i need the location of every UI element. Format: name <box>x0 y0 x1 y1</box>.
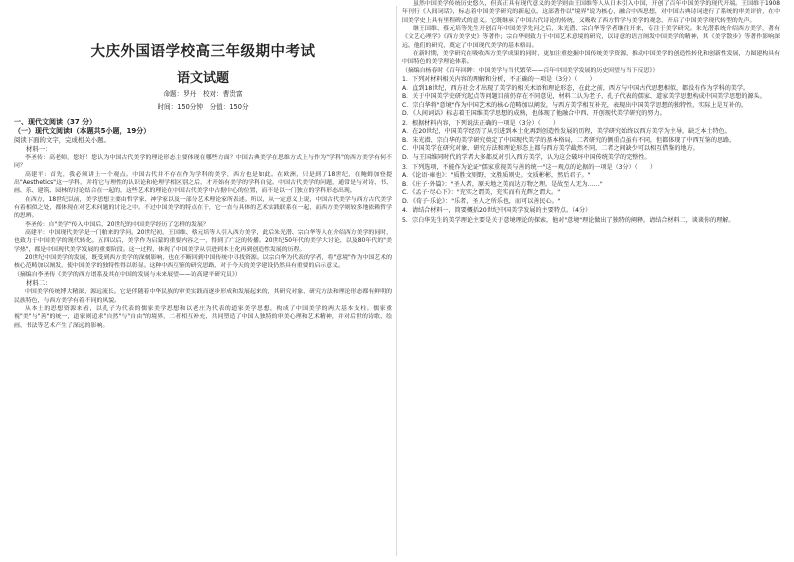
column-divider <box>396 6 397 556</box>
question-1-option-b: B．关于中国美学史研究起点等问题目前仍存在不同意见，材料二认为老子、孔子代表的儒家、道家美学思想构成中国美学思想的源头。 <box>402 93 766 101</box>
reading-paragraph: 高建平：首先，我必须讲上一个观点。中国古代并不存在作为学科的美学，西方也是如此。在欧洲，只是到了18世纪，在鲍姆加登提出"Aesthetics"这一学科，并将它与理性的认识论和伦理学相区别之后，才开始有美学的学科自觉。中国古代美学的问题，通常是与对诗、书、画、乐、建筑、园林的讨论结合在一起的，这些艺术的理论在中国古代美学中占据中心的位置，而不是以一门独立的学科形态出现。 <box>14 171 392 195</box>
reading-paragraph: 中国美学传统博大精深，源远流长。它是伴随着中华民族的审美实践而逐步形成和发展起来的，其研究对象、研究方法和理论形态都有鲜明的民族特色，与西方美学有着不同的风貌。 <box>14 289 392 304</box>
reading-paragraph: 在新时期，美学研究在吸收西方美学成果的同时，更加注重挖掘中国传统美学资源，推动中国美学的创造性转化和创新性发展，力图建构具有中国特色的美学理论体系。 <box>402 51 780 66</box>
material-one-source: （摘编自李圣传《美学的西方谱系及其在中国的发展与未来展望——访高建平研究员》） <box>14 271 241 278</box>
question-2-option-b: B．朱光潜、宗白华的美学研究奠定了中国现代美学的基本格局，二者研究的侧重点虽有不同，但都体现了中西互鉴的思路。 <box>402 136 736 144</box>
question-2-stem: 2．根据材料内容，下列说法正确的一项是（3分）（ ） <box>402 119 560 127</box>
question-1-option-d: D．《人间词话》标志着王国维美学思想的成熟，也体现了他融合中西、开创现代美学研究的努力。 <box>402 110 666 118</box>
question-1-stem: 1．下列对材料相关内容的理解和分析，不正确的一项是（3分）（ ） <box>402 76 596 84</box>
exam-time-score: 时间：150分钟 分值：150分 <box>157 103 249 111</box>
exam-subtitle: 语文试题 <box>176 71 229 86</box>
reading-paragraph: 虽然中国美学传统历史悠久，但真正具有现代意义的美学则由王国维等人从日本引入中国，开创了百年中国美学的现代开端。王国维于1908年刊行《人间词话》，标志着中国美学研究的新起点。这部著作以"境界"说为核心，融合中西思想，对中国古典诗词进行了系统的审美评价，在中国美学史上具有里程碑式的意义。它既继承了中国古代诗论的传统，又吸收了西方哲学与美学的观念，开启了中国美学现代转型的先声。 <box>402 1 780 24</box>
question-2-option-a: A．在20世纪，中国美学经历了从引进到本土化再到创造性发展的历程，美学研究始终以西方美学为主导，缺乏本土特色。 <box>402 128 731 136</box>
reading-paragraph: 李圣传：自"美学"传入中国后，20世纪的中国美学经历了怎样的发展？ <box>25 221 209 228</box>
question-2-option-c: C．中国美学在研究对象、研究方法和理论形态上都与西方美学截然不同，二者之间缺少可以相互借鉴的地方。 <box>402 145 699 153</box>
question-3-option-d: D．《荀子·乐论》："乐者，圣人之所乐也，而可以善民心。" <box>402 197 561 205</box>
right-column <box>402 0 780 562</box>
reading-paragraph: 从本土的思想资源来看，以孔子为代表的儒家美学思想和以老庄为代表的道家美学思想，构成了中国美学的两大基本支柱。儒家重视"美"与"善"的统一，道家则追求"自然"与"自由"的境界，二者相互补充，共同塑造了中国人独特的审美心理和艺术精神，并对后世的诗歌、绘画、书法等艺术产生了深远的影响。 <box>14 305 392 329</box>
question-5: 5．宗白华先生的美学理论主要是关于意境理论的探索，他对"意境"理论做出了独特的阐释。请结合材料二，谈谈你的理解。 <box>402 216 735 224</box>
left-column <box>14 0 392 562</box>
reading-paragraph: 在西方，18世纪以前，美学思想主要由哲学家、神学家以及一部分艺术理论家所表述。所以，从一定意义上说，中国古代美学与西方古代美学有着相似之处，都体现在对艺术问题的讨论之中。不过中国美学的特点在于，它一直与具体的艺术实践联系在一起，而西方美学则较多地依赖哲学的思辨。 <box>14 196 392 220</box>
exam-title: 大庆外国语学校高三年级期中考试 <box>90 43 316 60</box>
question-4: 4．请结合材料一，简要概括20世纪中国美学发展的主要特点。（4分） <box>402 207 592 215</box>
section-heading: 一、现代文阅读（37 分） <box>14 118 97 126</box>
reading-paragraph: 继王国维、蔡元培等先生开创百年中国美学先河之后，朱光潜、宗白华等学者继往开来，专注于美学研究。朱光潜系统介绍西方美学，著有《文艺心理学》《西方美学史》等著作；宗白华则致力于中国艺术意境的研究，以诗意的语言阐发中国美学的精神，其《美学散步》等著作影响深远。他们的研究，奠定了中国现代美学的基本格局。 <box>402 26 780 49</box>
reading-instruction: 阅读下面的文字，完成相关小题。 <box>14 136 110 144</box>
reading-paragraph: 李圣传：高老师，您好！您认为中国古代美学的理论形态主要体现在哪些方面？中国古典美学在思维方式上与作为"学科"的西方美学有何不同？ <box>14 155 392 170</box>
exam-setters: 命题：罗丹 校对：曹贵富 <box>163 90 243 98</box>
question-3-option-a: A．《论语·雍也》："质胜文则野，文胜质则史。文质彬彬，然后君子。" <box>402 172 591 180</box>
question-3-option-b: B．《庄子·外篇》："圣人者，原天地之美而达万物之理。是故至人无为……" <box>402 180 603 188</box>
question-3-option-c: C．《孟子·尽心下》："充实之谓美，充实而有光辉之谓大。" <box>402 189 561 197</box>
material-two-label: 材料二： <box>26 279 52 288</box>
question-1-option-a: A．直到18世纪，西方社会才出现了美学的相关术语和理论形态，在此之前，西方与中国古代思想相似，都没有作为学科的美学。 <box>402 84 750 92</box>
material-two-source: （摘编自杨春时《百年回眸：中国美学与当代繁荣——百年中国美学发展的历史回望与当下反思》） <box>402 67 659 74</box>
question-2-option-d: D．与王国维同时代的学者大多都反对引入西方美学，认为这会破坏中国传统美学的完整性。 <box>402 154 651 162</box>
reading-paragraph: 高建平：中国现代美学是一门舶来的学问。20世纪初，王国维、蔡元培等人引入西方美学，此后朱光潜、宗白华等人在介绍西方美学的同时，也致力于中国美学的现代转化。五四以后，美学作为启蒙的重要内容之一，得到了广泛的传播。20世纪50年代的美学大讨论，以及80年代的"美学热"，都是中国现代美学发展的重要阶段。这一过程，体现了中国美学从引进到本土化再到创造性发展的历程。 <box>14 230 392 253</box>
reading-paragraph: 20世纪中国美学的发展，既受到西方美学的深刻影响，也在不断回到中国传统中寻找资源。以宗白华为代表的学者，将"意境"作为中国艺术的核心范畴加以阐发，使中国美学的独特性得以彰显。这种中西互鉴的研究思路，对于今天的美学建设仍然具有重要的启示意义。 <box>14 255 392 270</box>
question-1-option-c: C．宗白华将"意境"作为中国艺术的核心范畴加以阐发，与西方美学相互补充，表现出中国美学思想的独特性，实际上是互补的。 <box>402 101 748 109</box>
material-one-label: 材料一： <box>26 145 52 153</box>
subsection-heading: （一）现代文阅读Ⅰ（本题共5小题，19分） <box>14 127 151 135</box>
question-3-stem: 3．下列选项，不能作为论证"儒家重视美与善的统一"这一观点的论据的一项是（3分）（ ） <box>402 163 657 171</box>
